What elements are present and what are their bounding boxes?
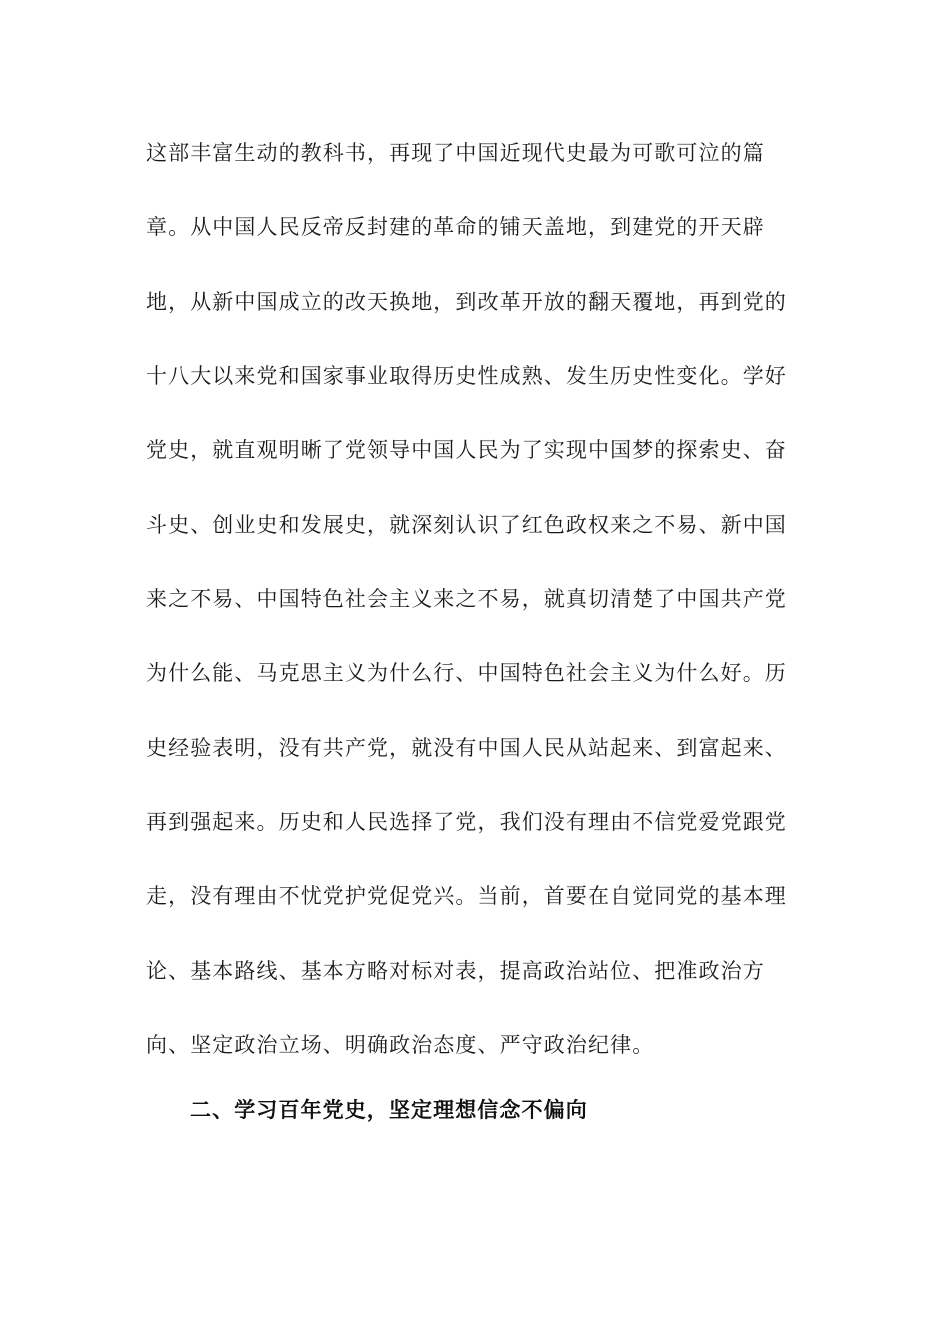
body-text-line: 向、坚定政治立场、明确政治态度、严守政治纪律。 xyxy=(146,1033,655,1057)
body-text-line: 来之不易、中国特色社会主义来之不易，就真切清楚了中国共产党 xyxy=(146,587,787,611)
body-text-line: 地，从新中国成立的改天换地，到改革开放的翻天覆地，再到党的 xyxy=(146,290,787,314)
body-text-line: 章。从中国人民反帝反封建的革命的铺天盖地，到建党的开天辟 xyxy=(146,215,765,239)
body-text-line: 史经验表明，没有共产党，就没有中国人民从站起来、到富起来、 xyxy=(146,736,787,760)
body-text-line: 走，没有理由不忧党护党促党兴。当前，首要在自觉同党的基本理 xyxy=(146,884,787,908)
body-text-line: 斗史、创业史和发展史，就深刻认识了红色政权来之不易、新中国 xyxy=(146,513,787,537)
section-heading: 二、学习百年党史，坚定理想信念不偏向 xyxy=(190,1098,588,1122)
body-text-line: 党史，就直观明晰了党领导中国人民为了实现中国梦的探索史、奋 xyxy=(146,438,787,462)
body-text-line: 为什么能、马克思主义为什么行、中国特色社会主义为什么好。历 xyxy=(146,661,787,685)
body-text-line: 这部丰富生动的教科书，再现了中国近现代史最为可歌可泣的篇 xyxy=(146,141,765,165)
body-text-line: 再到强起来。历史和人民选择了党，我们没有理由不信党爱党跟党 xyxy=(146,810,787,834)
body-text-line: 论、基本路线、基本方略对标对表，提高政治站位、把准政治方 xyxy=(146,959,765,983)
body-text-line: 十八大以来党和国家事业取得历史性成熟、发生历史性变化。学好 xyxy=(146,364,787,388)
